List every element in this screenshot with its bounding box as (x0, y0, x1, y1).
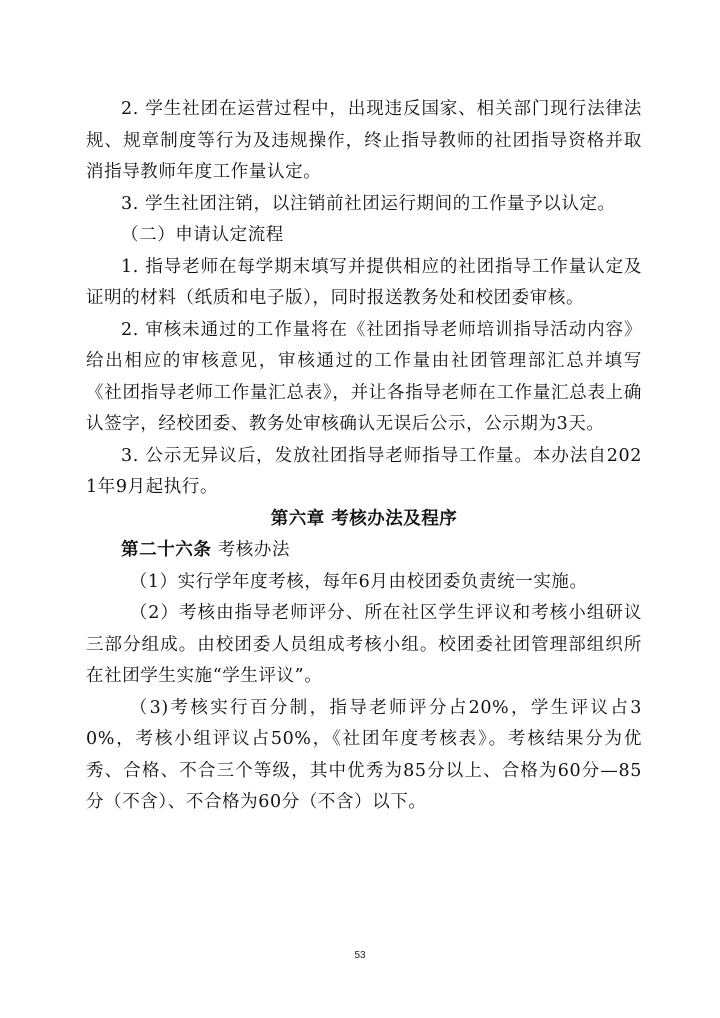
paragraph-assessment-2: （2）考核由指导老师评分、所在社区学生评议和考核小组研议三部分组成。由校团委人员组成考核小组。校团委社团管理部组织所在社团学生实施“学生评议”。 (86, 603, 642, 686)
paragraph-step-3: 3. 公示无异议后，发放社团指导老师指导工作量。本办法自2021年9月起执行。 (86, 445, 642, 497)
paragraph-assessment-1: （1）实行学年度考核，每年6月由校团委负责统一实施。 (129, 571, 588, 592)
chapter-title: 第六章 考核办法及程序 (270, 508, 458, 529)
article-number: 第二十六条 (121, 540, 212, 560)
page-number: 53 (354, 950, 366, 961)
section-heading-application-process: （二）申请认定流程 (121, 225, 284, 245)
article-heading (86, 535, 642, 567)
paragraph-deregistration-rule: 3. 学生社团注销，以注销前社团运行期间的工作量予以认定。 (121, 193, 616, 214)
paragraph-step-2: 2. 审核未通过的工作量将在《社团指导老师培训指导活动内容》给出相应的审核意见，审核通过的工作量由社团管理部汇总并填写《社团指导老师工作量汇总表》，并让各指导老师在工作量汇总表上确认签字，经校团委、教务处审核确认无误后公示，公示期为3天。 (86, 319, 642, 434)
paragraph-termination-rule: 2. 学生社团在运营过程中，出现违反国家、相关部门现行法律法规、规章制度等行为及违规操作，终止指导教师的社团指导资格并取消指导教师年度工作量认定。 (86, 99, 642, 182)
article-title: 考核办法 (211, 540, 291, 560)
paragraph-step-1: 1. 指导老师在每学期末填写并提供相应的社团指导工作量认定及证明的材料（纸质和电子版），同时报送教务处和校团委审核。 (86, 256, 642, 308)
paragraph-assessment-3: （3)考核实行百分制，指导老师评分占20%，学生评议占30%，考核小组评议占50%，《社团年度考核表》。考核结果分为优秀、合格、不合三个等级，其中优秀为85分以上、合格为60分—85分（不含）、不合格为60分（不含）以下。 (86, 697, 642, 812)
document-body (86, 94, 642, 819)
